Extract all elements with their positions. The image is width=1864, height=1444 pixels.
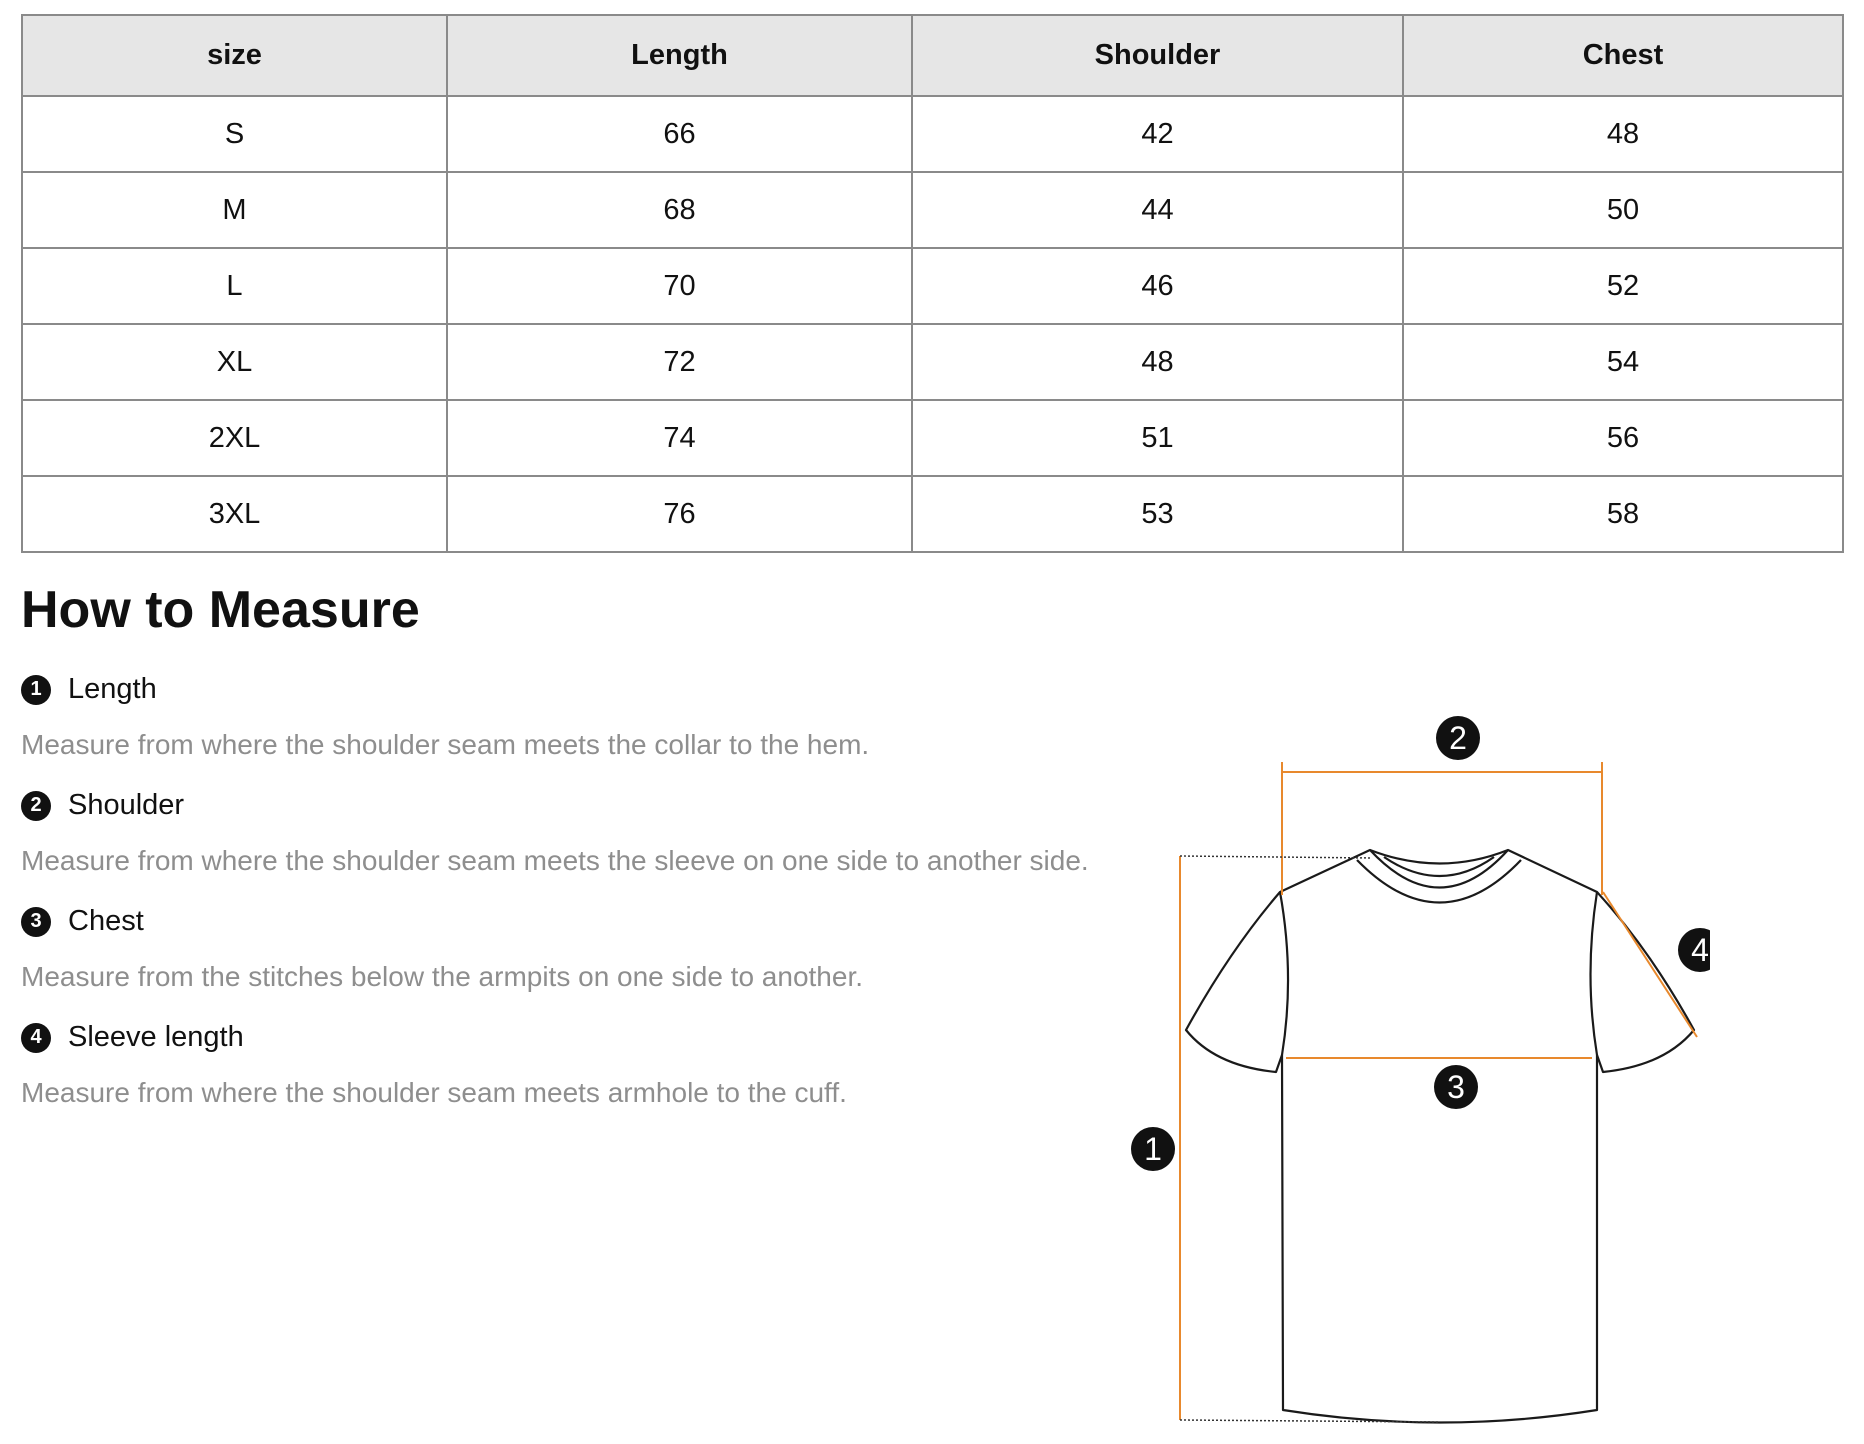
- cell-chest: 52: [1403, 248, 1843, 324]
- cell-chest: 50: [1403, 172, 1843, 248]
- table-row: [22, 476, 1843, 552]
- cell-chest: 48: [1403, 96, 1843, 172]
- cell-length: 76: [447, 476, 912, 552]
- table-row: [22, 400, 1843, 476]
- cell-size: S: [22, 96, 447, 172]
- step-title: Chest: [68, 905, 144, 937]
- step-title: Shoulder: [68, 789, 185, 821]
- diagram-badge-4: [1678, 928, 1710, 972]
- cell-chest: 54: [1403, 324, 1843, 400]
- diagram-badge-1: [1131, 1127, 1175, 1171]
- header-size: size: [22, 15, 447, 96]
- guide-dotted-lines: [1180, 856, 1440, 1422]
- header-chest: Chest: [1403, 15, 1843, 96]
- cell-size: 3XL: [22, 476, 447, 552]
- badge-label: 1: [1144, 1131, 1162, 1167]
- cell-size: 2XL: [22, 400, 447, 476]
- number-badge: 1: [21, 675, 51, 705]
- cell-shoulder: 48: [912, 324, 1403, 400]
- header-shoulder: Shoulder: [912, 15, 1403, 96]
- diagram-badge-2: [1436, 716, 1480, 760]
- cell-shoulder: 53: [912, 476, 1403, 552]
- page-title: How to Measure: [21, 581, 420, 639]
- cell-length: 66: [447, 96, 912, 172]
- cell-length: 74: [447, 400, 912, 476]
- cell-shoulder: 51: [912, 400, 1403, 476]
- cell-shoulder: 46: [912, 248, 1403, 324]
- step-title: Length: [68, 673, 157, 705]
- table-row: [22, 172, 1843, 248]
- step-description: Measure from where the shoulder seam meets armhole to the cuff.: [21, 1077, 847, 1108]
- cell-length: 72: [447, 324, 912, 400]
- cell-size: M: [22, 172, 447, 248]
- step-description: Measure from the stitches below the armpits on one side to another.: [21, 961, 864, 992]
- step-title: Sleeve length: [68, 1021, 244, 1053]
- cell-length: 70: [447, 248, 912, 324]
- number-badge: 3: [21, 907, 51, 937]
- step-length: [21, 673, 157, 706]
- table-header-row: [22, 15, 1843, 96]
- table-row: [22, 248, 1843, 324]
- cell-chest: 58: [1403, 476, 1843, 552]
- cell-length: 68: [447, 172, 912, 248]
- size-chart-table: [21, 14, 1844, 553]
- tshirt-measure-diagram: [1110, 700, 1710, 1430]
- cell-shoulder: 44: [912, 172, 1403, 248]
- badge-label: 3: [1447, 1069, 1465, 1105]
- header-length: Length: [447, 15, 912, 96]
- cell-size: XL: [22, 324, 447, 400]
- badge-label: 2: [1449, 720, 1467, 756]
- number-badge: 4: [21, 1023, 51, 1053]
- tshirt-outline: [1186, 850, 1694, 1423]
- diagram-badge-3: [1434, 1065, 1478, 1109]
- step-description: Measure from where the shoulder seam meets the sleeve on one side to another side.: [21, 845, 1089, 876]
- cell-chest: 56: [1403, 400, 1843, 476]
- step-shoulder: [21, 789, 184, 822]
- badge-label: 4: [1691, 932, 1709, 968]
- cell-size: L: [22, 248, 447, 324]
- table-row: [22, 96, 1843, 172]
- step-sleeve-length: [21, 1021, 244, 1054]
- step-description: Measure from where the shoulder seam meets the collar to the hem.: [21, 729, 870, 760]
- number-badge: 2: [21, 791, 51, 821]
- step-chest: [21, 905, 144, 938]
- table-row: [22, 324, 1843, 400]
- cell-shoulder: 42: [912, 96, 1403, 172]
